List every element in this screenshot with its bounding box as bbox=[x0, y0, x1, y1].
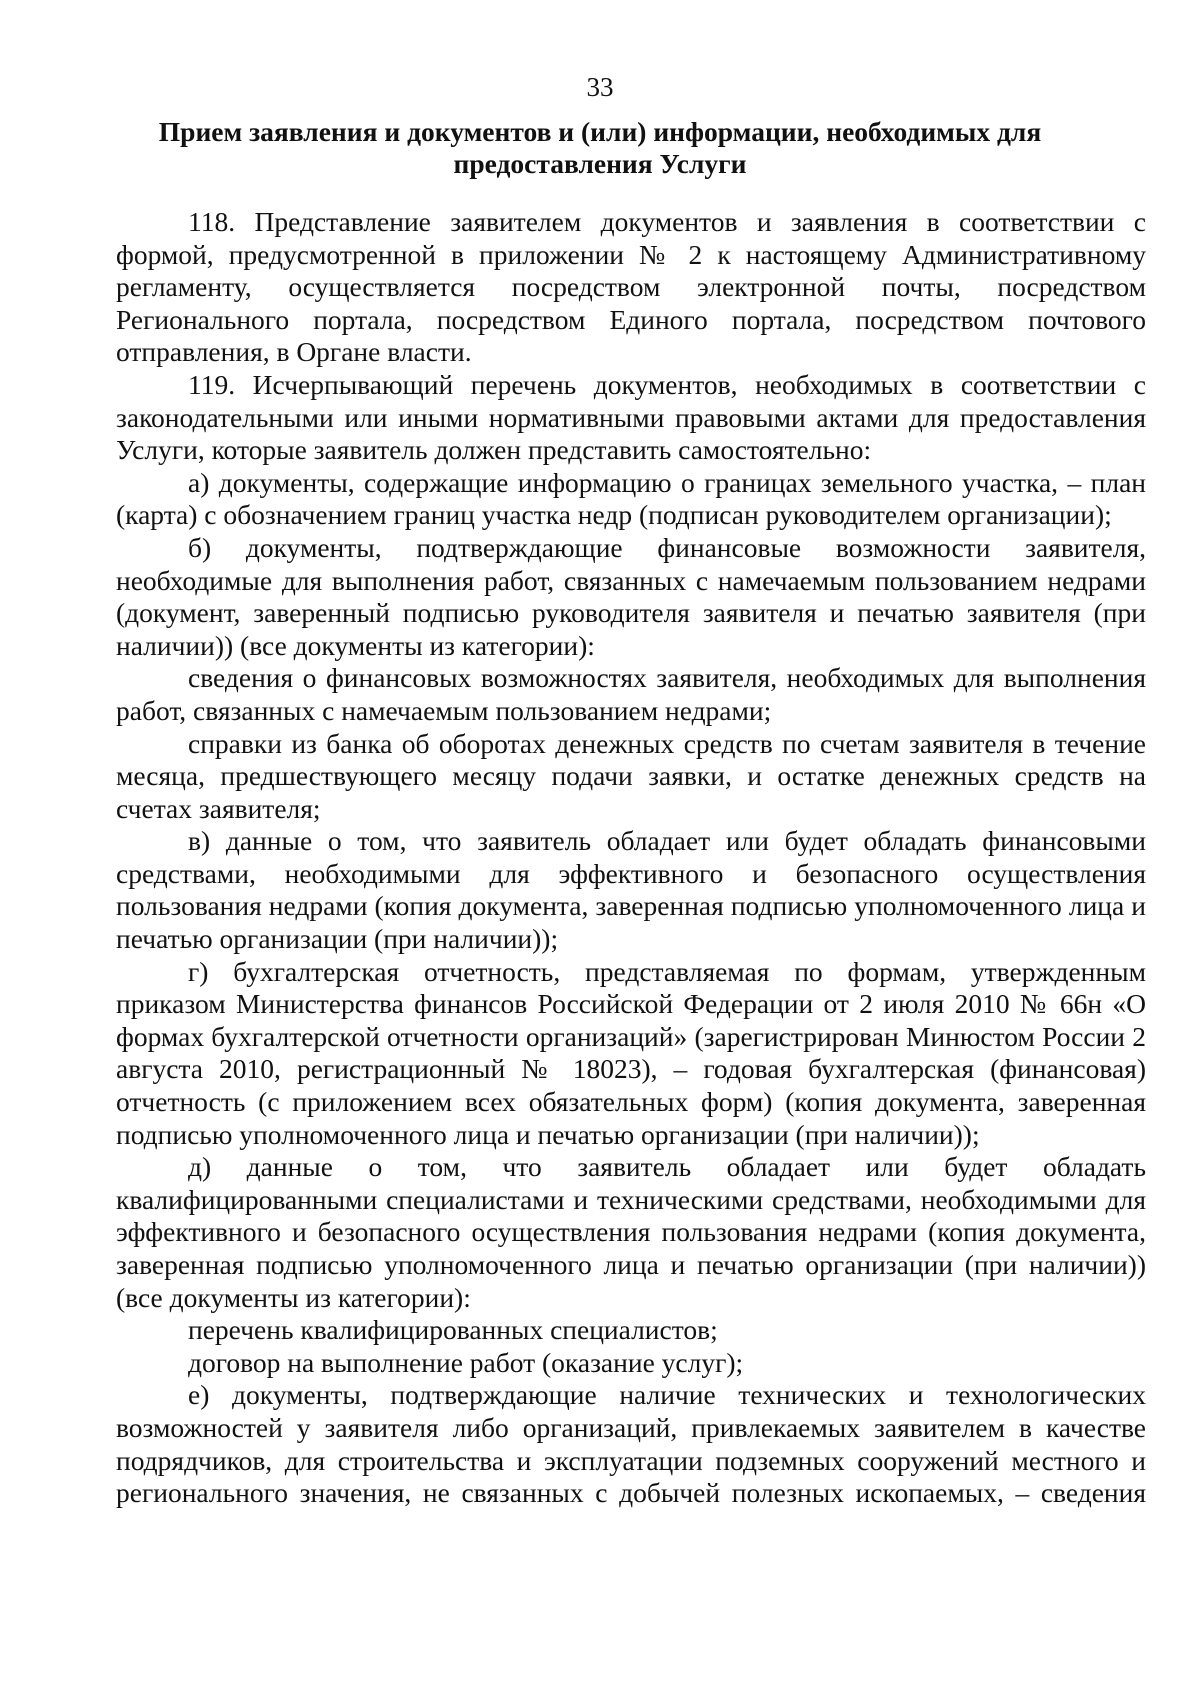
document-body bbox=[116, 206, 1146, 1510]
list-item-g: г) бухгалтерская отчетность, представляемая по формам, утвержденным приказом Министерства финансов Российской Федерации от 2 июля 2010 № 66н «О формах бухгалтерской отчетности организаций» (зарегистрирован Минюстом России 2 августа 2010, регистрационный № 18023), – годовая бухгалтерская (финансовая) отчетность (с приложением всех обязательных форм) (копия документа, заверенная подписью уполномоченного лица и печатью организации (при наличии)); bbox=[116, 955, 1146, 1150]
list-item-d: д) данные о том, что заявитель обладает или будет обладать квалифицированными специалистами и техническими средствами, необходимыми для эффективного и безопасного осуществления пользования недрами (копия документа, заверенная подписью уполномоченного лица и печатью организации (при наличии)) (все документы из категории): bbox=[116, 1151, 1146, 1313]
section-heading: Прием заявления и документов и (или) информации, необходимых для предоставления Услуги bbox=[158, 116, 1042, 179]
list-item-b-sub-2: справки из банка об оборотах денежных средств по счетам заявителя в течение месяца, предшествующего месяцу подачи заявки, и остатке денежных средств на счетах заявителя; bbox=[116, 727, 1146, 824]
page-number: 33 bbox=[586, 72, 614, 102]
list-item-v: в) данные о том, что заявитель обладает или будет обладать финансовыми средствами, необходимыми для эффективного и безопасного осуществления пользования недрами (копия документа, заверенная подписью уполномоченного лица и печатью организации (при наличии)); bbox=[116, 825, 1146, 955]
paragraph-119: 119. Исчерпывающий перечень документов, необходимых в соответствии с законодательными или иными нормативными правовыми актами для предоставления Услуги, которые заявитель должен представить самостоятельно: bbox=[116, 368, 1146, 466]
list-item-b: б) документы, подтверждающие финансовые возможности заявителя, необходимые для выполнения работ, связанных с намечаемым пользованием недрами (документ, заверенный подписью руководителя заявителя и печатью заявителя (при наличии)) (все документы из категории): bbox=[116, 531, 1146, 661]
list-item-e: е) документы, подтверждающие наличие технических и технологических возможностей у заявителя либо организаций, привлекаемых заявителем в качестве подрядчиков, для строительства и эксплуатации подземных сооружений местного и регионального значения, не связанных с добычей полезных ископаемых, – сведения bbox=[116, 1379, 1146, 1509]
list-item-d-sub-1: перечень квалифицированных специалистов; bbox=[188, 1314, 718, 1346]
list-item-d-sub-2: договор на выполнение работ (оказание услуг); bbox=[188, 1346, 744, 1378]
paragraph-118: 118. Представление заявителем документов и заявления в соответствии с формой, предусмотренной в приложении № 2 к настоящему Административному регламенту, осуществляется посредством электронной почты, посредством Регионального портала, посредством Единого портала, посредством почтового отправления, в Органе власти. bbox=[116, 206, 1146, 368]
list-item-b-sub-1: сведения о финансовых возможностях заявителя, необходимых для выполнения работ, связанных с намечаемым пользованием недрами; bbox=[116, 662, 1146, 726]
list-item-a: а) документы, содержащие информацию о границах земельного участка, – план (карта) с обозначением границ участка недр (подписан руководителем организации); bbox=[116, 466, 1146, 531]
